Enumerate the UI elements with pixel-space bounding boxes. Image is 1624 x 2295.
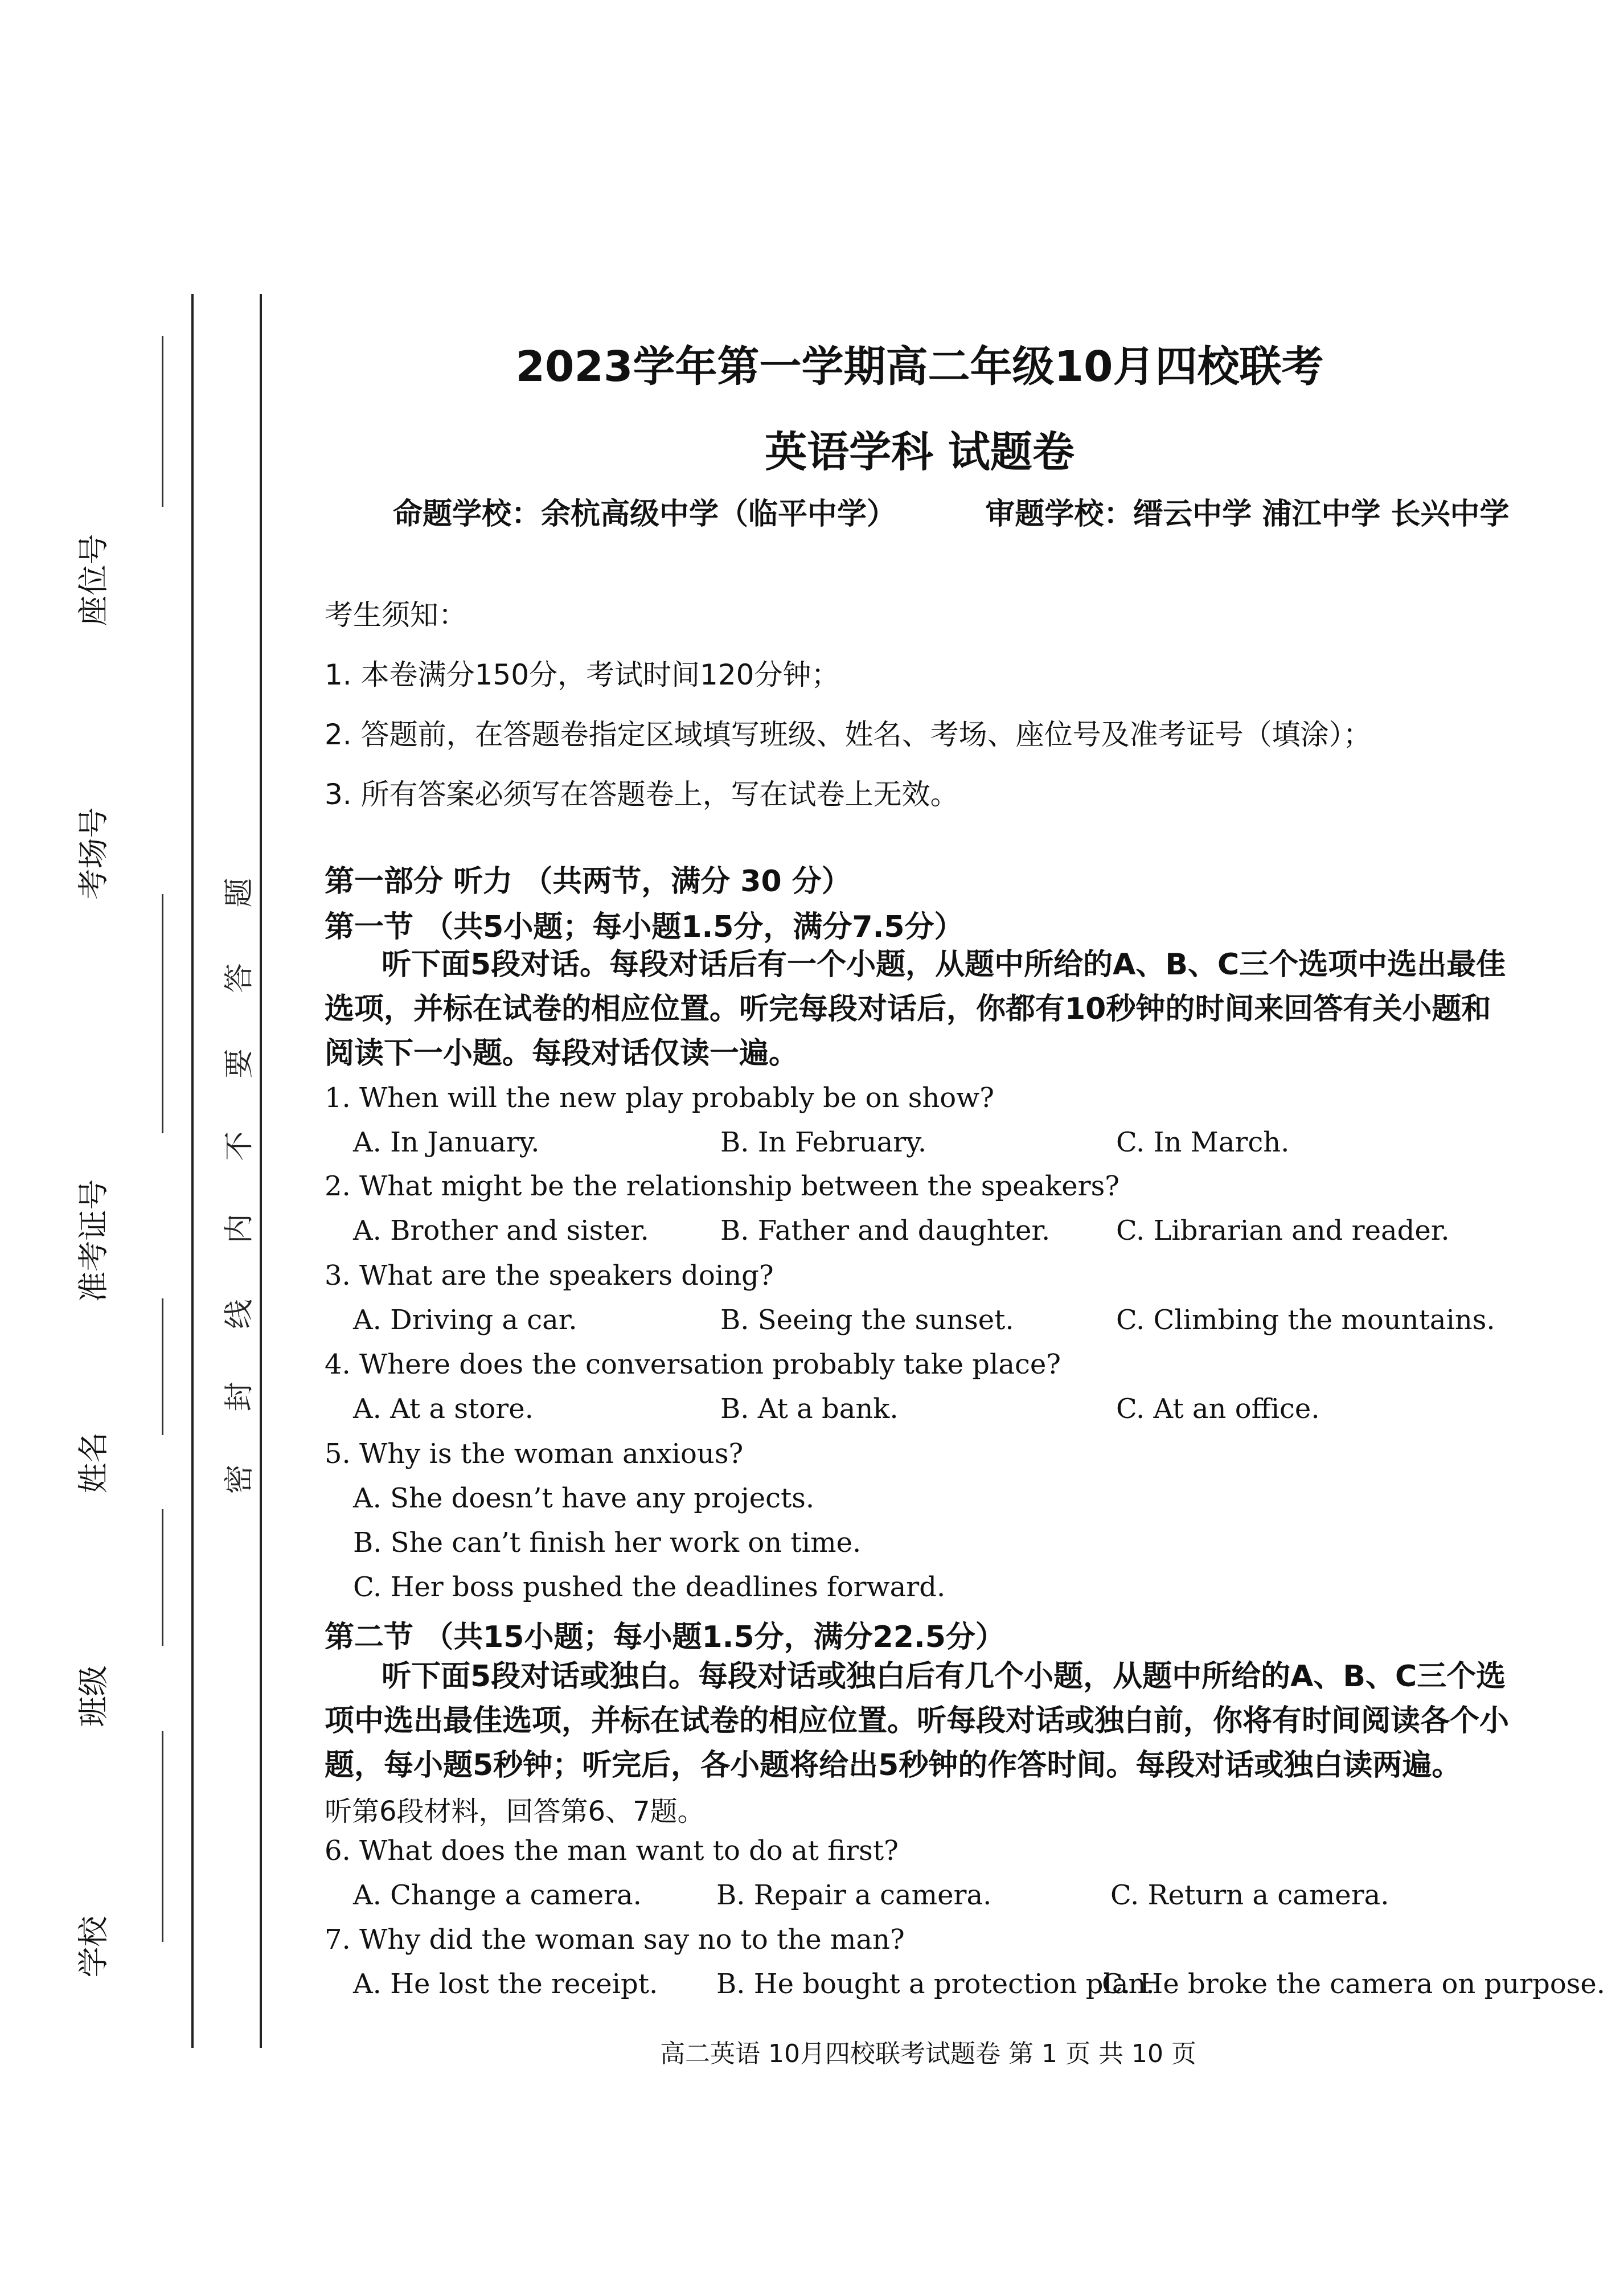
seal-char: 密 xyxy=(222,1464,257,1494)
question-stem: 1. When will the new play probably be on show? xyxy=(325,1082,994,1114)
option-c: C. Her boss pushed the deadlines forward. xyxy=(353,1571,946,1603)
reviewing-school: 审题学校：缙云中学 浦江中学 长兴中学 xyxy=(985,497,1510,531)
page-title: 2023学年第一学期高二年级10月四校联考 xyxy=(515,342,1324,391)
section-instructions: 听下面5段对话。每段对话后有一个小题，从题中所给的A、B、C三个选项中选出最佳选项，并标在试卷的相应位置。听完每段对话后，你都有10秒钟的时间来回答有关小题和阅读下一小题。每段对话仅读一遍。 xyxy=(325,948,1506,1071)
option-c: C. Librarian and reader. xyxy=(1116,1215,1450,1247)
option-c: C. In March. xyxy=(1116,1126,1290,1158)
seal-char: 封 xyxy=(222,1382,257,1412)
proposing-school: 命题学校：余杭高级中学（临平中学） xyxy=(393,497,897,531)
seat-number-label: 座位号 xyxy=(75,534,112,626)
notice-heading: 考生须知： xyxy=(325,599,467,632)
question-stem: 6. What does the man want to do at first? xyxy=(325,1835,899,1867)
question-stem: 7. Why did the woman say no to the man? xyxy=(325,1924,905,1956)
admission-number-underline xyxy=(162,1298,167,1435)
section-heading: 第一节 （共5小题；每小题1.5分，满分7.5分） xyxy=(325,910,964,944)
seal-char: 不 xyxy=(222,1131,257,1161)
question-stem: 3. What are the speakers doing? xyxy=(325,1260,774,1292)
option-b: B. He bought a protection plan. xyxy=(716,1968,1155,2000)
option-a: A. Driving a car. xyxy=(353,1304,577,1336)
option-a: A. At a store. xyxy=(353,1393,534,1425)
option-a: A. In January. xyxy=(353,1126,540,1158)
seal-char: 线 xyxy=(222,1299,257,1329)
option-c: C. At an office. xyxy=(1116,1393,1320,1425)
option-a: A. Brother and sister. xyxy=(353,1215,649,1247)
option-b: B. Father and daughter. xyxy=(720,1215,1051,1247)
school-label: 学校 xyxy=(75,1916,112,1978)
section-heading: 第二节 （共15小题；每小题1.5分，满分22.5分） xyxy=(325,1620,1005,1654)
option-a: A. Change a camera. xyxy=(353,1879,642,1911)
section-instructions: 听下面5段对话或独白。每段对话或独白后有几个小题，从题中所给的A、B、C三个选项中选出最佳选项，并标在试卷的相应位置。听每段对话或独白前，你将有时间阅读各个小题，每小题5秒钟；听完后，各小题将给出5秒钟的作答时间。每段对话或独白读两遍。 xyxy=(325,1659,1510,1782)
question-stem: 4. Where does the conversation probably take place? xyxy=(325,1349,1061,1380)
option-b: B. At a bank. xyxy=(720,1393,899,1425)
question-stem: 2. What might be the relationship between the speakers? xyxy=(325,1170,1119,1202)
option-b: B. In February. xyxy=(720,1126,927,1158)
seal-char: 内 xyxy=(222,1214,257,1244)
page-subtitle: 英语学科 试题卷 xyxy=(765,428,1075,477)
option-a: A. He lost the receipt. xyxy=(353,1968,658,2000)
name-underline xyxy=(162,1509,167,1646)
exam-room-underline xyxy=(162,894,167,1133)
name-label: 姓名 xyxy=(75,1432,112,1494)
part-heading: 第一部分 听力 （共两节，满分 30 分） xyxy=(325,864,851,899)
option-b: B. Repair a camera. xyxy=(716,1879,992,1911)
option-c: C. He broke the camera on purpose. xyxy=(1102,1968,1606,2000)
admission-number-label: 准考证号 xyxy=(75,1179,112,1302)
page-footer: 高二英语 10月四校联考试题卷 第 1 页 共 10 页 xyxy=(660,2039,1196,2068)
material-note: 听第6段材料，回答第6、7题。 xyxy=(325,1796,705,1827)
option-b: B. She can’t finish her work on time. xyxy=(353,1527,862,1559)
exam-room-label: 考场号 xyxy=(75,807,112,900)
margin-line-inner xyxy=(260,294,262,2048)
notice-item: 2. 答题前，在答题卷指定区域填写班级、姓名、考场、座位号及准考证号（填涂）； xyxy=(325,718,1372,751)
option-a: A. She doesn’t have any projects. xyxy=(353,1482,815,1514)
school-underline xyxy=(162,1811,167,1942)
notice-item: 3. 所有答案必须写在答题卷上，写在试卷上无效。 xyxy=(325,778,959,811)
option-c: C. Return a camera. xyxy=(1110,1879,1389,1911)
question-stem: 5. Why is the woman anxious? xyxy=(325,1438,744,1470)
option-b: B. Seeing the sunset. xyxy=(720,1304,1014,1336)
seal-char: 题 xyxy=(222,878,257,908)
option-c: C. Climbing the mountains. xyxy=(1116,1304,1495,1336)
class-label: 班级 xyxy=(75,1665,112,1727)
seal-char: 答 xyxy=(222,963,257,993)
margin-line-outer xyxy=(191,294,194,2048)
seal-char: 要 xyxy=(222,1048,257,1079)
notice-item: 1. 本卷满分150分，考试时间120分钟； xyxy=(325,658,840,691)
school-info xyxy=(393,490,1532,532)
